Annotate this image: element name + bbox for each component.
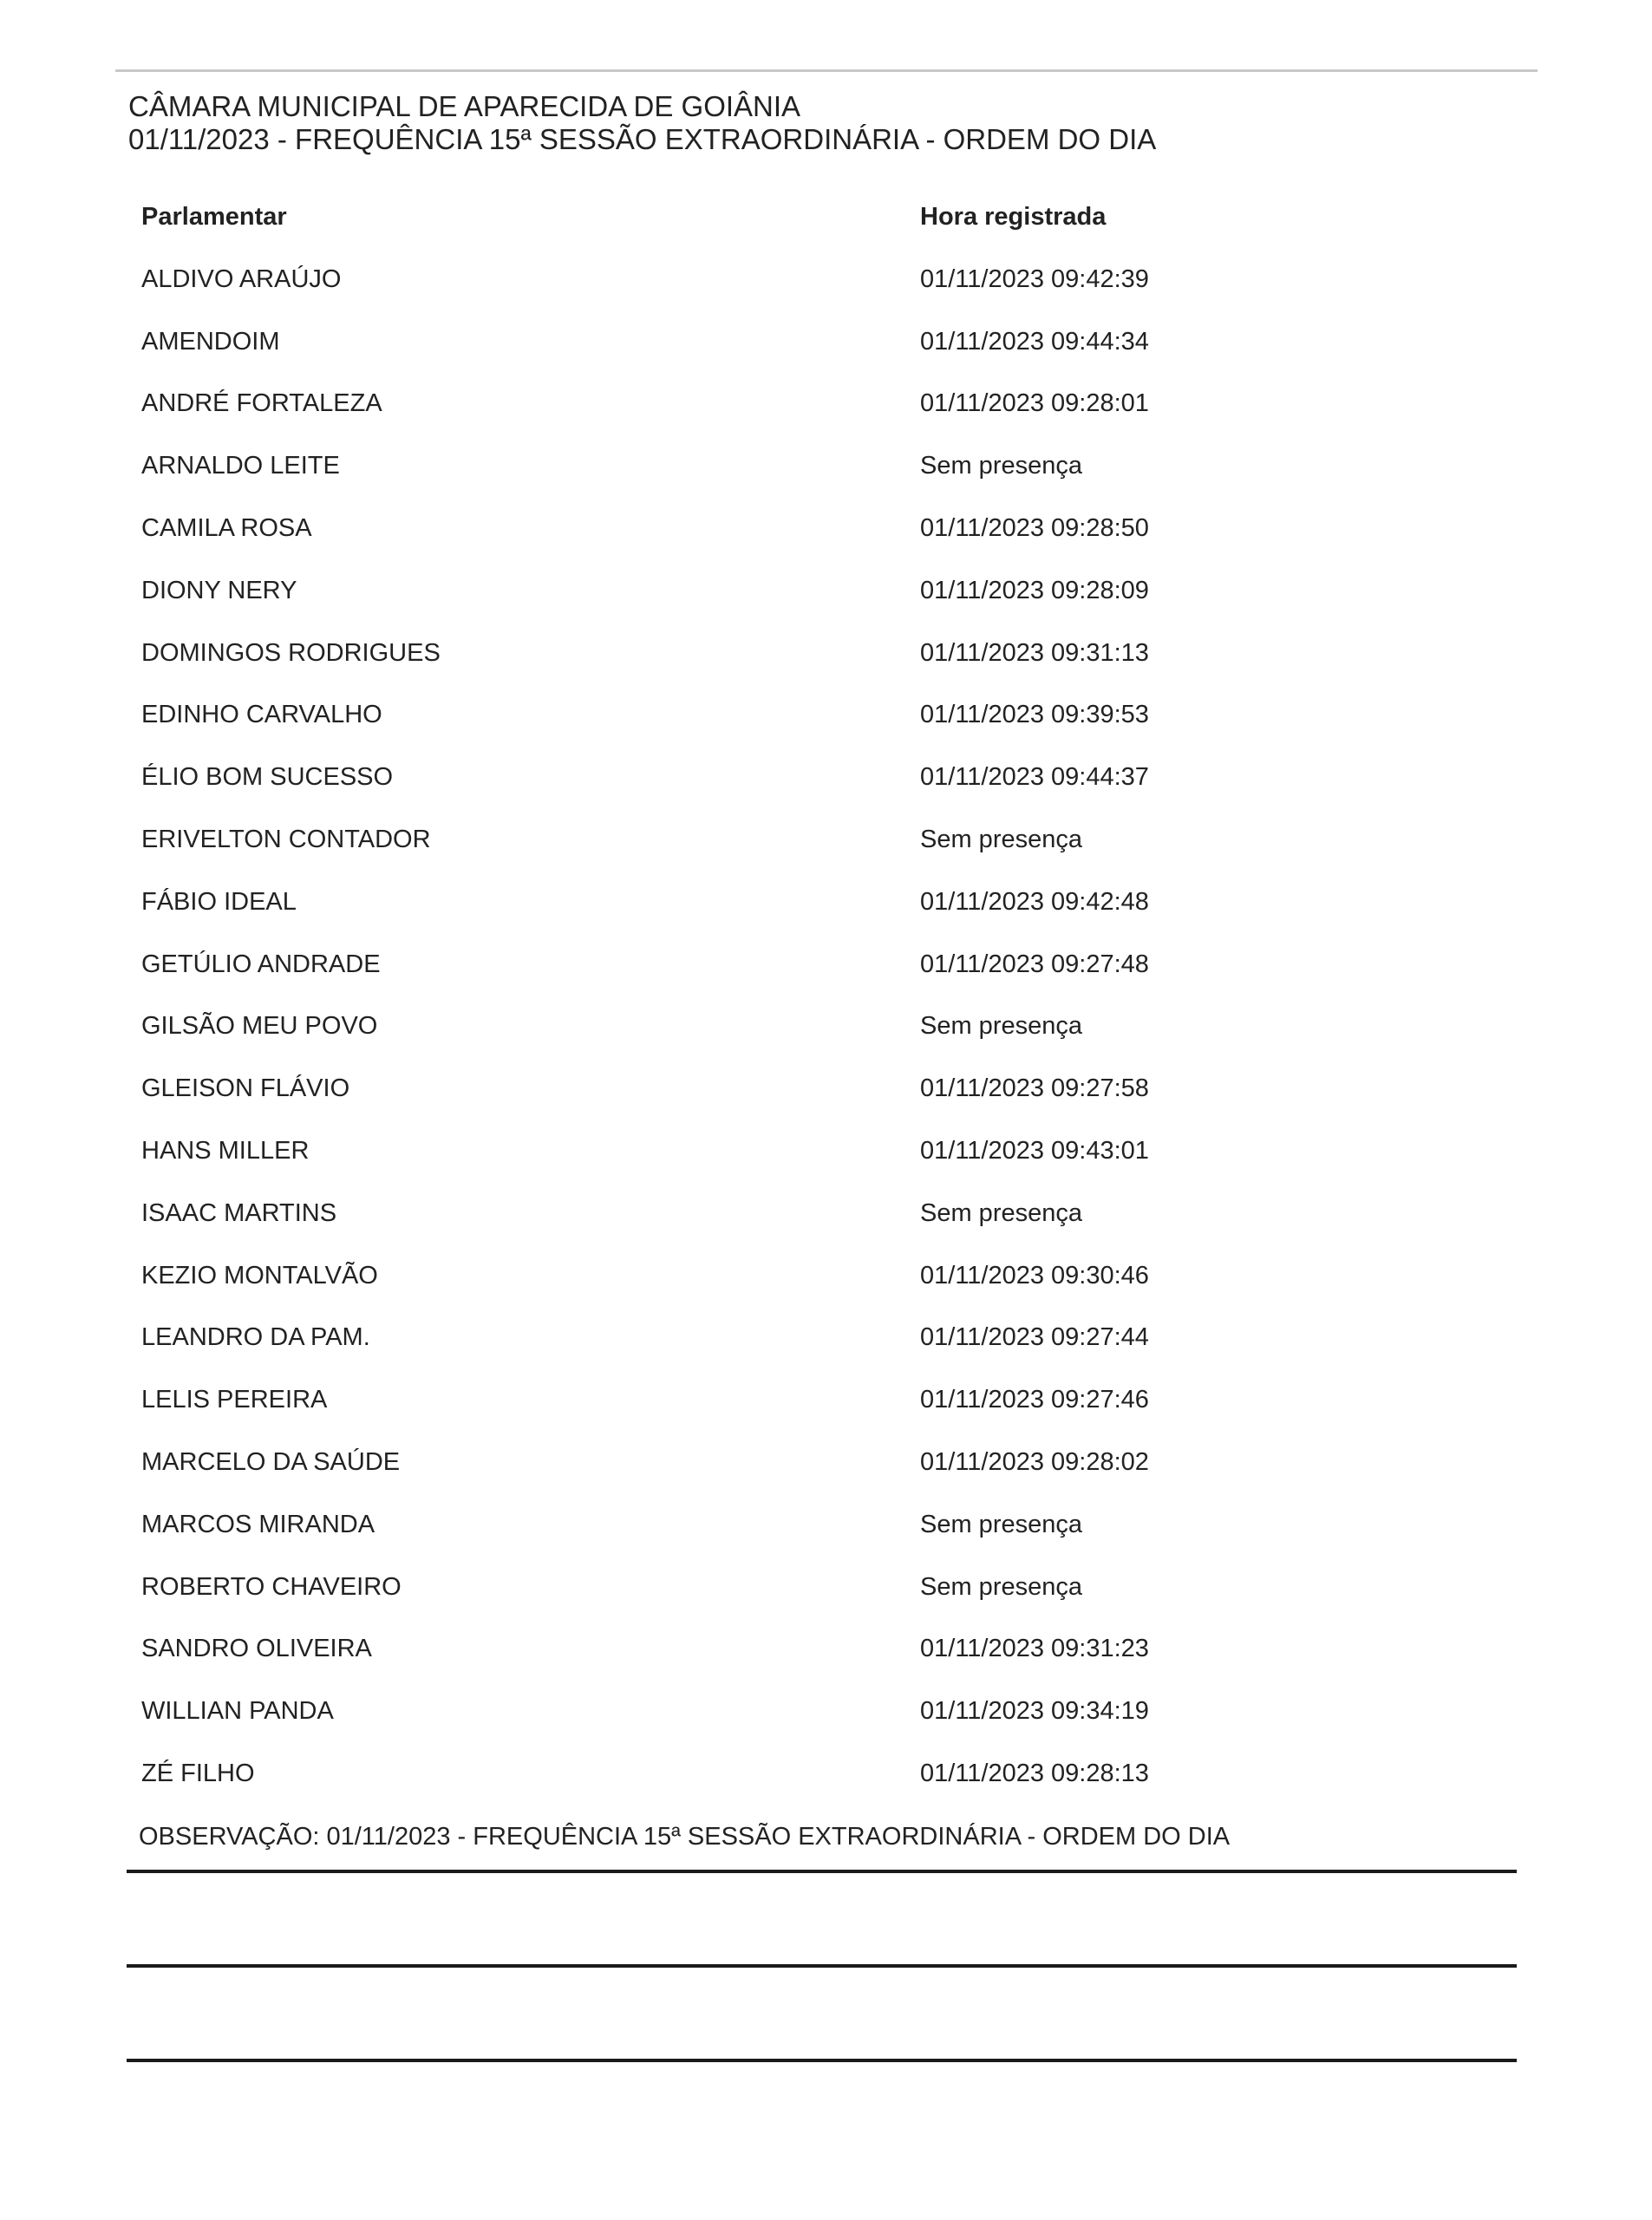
parlamentar-name: ARNALDO LEITE — [141, 452, 340, 480]
registered-time: 01/11/2023 09:27:44 — [920, 1323, 1149, 1352]
registered-time: Sem presença — [920, 825, 1082, 853]
parlamentar-name: AMENDOIM — [141, 327, 280, 356]
registered-time: 01/11/2023 09:27:58 — [920, 1074, 1149, 1103]
table-row — [141, 945, 1355, 1008]
table-row — [141, 1505, 1355, 1568]
registered-time: 01/11/2023 09:27:46 — [920, 1386, 1149, 1414]
parlamentar-name: ÉLIO BOM SUCESSO — [141, 763, 394, 792]
registered-time: 01/11/2023 09:43:01 — [920, 1136, 1149, 1165]
column-header-hora-registrada: Hora registrada — [920, 203, 1107, 231]
registered-time: Sem presença — [920, 1572, 1082, 1601]
table-row — [141, 1007, 1355, 1069]
registered-time: 01/11/2023 09:30:46 — [920, 1261, 1149, 1290]
top-divider — [115, 69, 1538, 72]
registered-time: 01/11/2023 09:27:48 — [920, 950, 1149, 978]
parlamentar-name: GILSÃO MEU POVO — [141, 1012, 378, 1041]
table-row — [141, 1132, 1355, 1194]
parlamentar-name: WILLIAN PANDA — [141, 1697, 334, 1726]
table-row — [141, 260, 1355, 323]
table-row — [141, 447, 1355, 509]
signature-line-3 — [127, 2059, 1517, 2062]
table-row — [141, 1568, 1355, 1630]
table-row — [141, 1257, 1355, 1319]
column-header-parlamentar: Parlamentar — [141, 203, 287, 231]
table-body — [141, 260, 1355, 1817]
signature-line-2 — [127, 1964, 1517, 1968]
registered-time: 01/11/2023 09:34:19 — [920, 1697, 1149, 1726]
registered-time: 01/11/2023 09:44:34 — [920, 327, 1149, 356]
parlamentar-name: FÁBIO IDEAL — [141, 887, 297, 916]
parlamentar-name: HANS MILLER — [141, 1136, 310, 1165]
registered-time: 01/11/2023 09:28:50 — [920, 513, 1149, 542]
table-row — [141, 1754, 1355, 1817]
registered-time: 01/11/2023 09:28:09 — [920, 576, 1149, 604]
table-row — [141, 1381, 1355, 1443]
registered-time: Sem presença — [920, 1012, 1082, 1041]
table-row — [141, 1069, 1355, 1132]
attendance-table — [141, 198, 1355, 1817]
registered-time: 01/11/2023 09:44:37 — [920, 763, 1149, 792]
table-row — [141, 1629, 1355, 1692]
table-row — [141, 883, 1355, 945]
table-row — [141, 1692, 1355, 1754]
table-row — [141, 571, 1355, 634]
registered-time: Sem presença — [920, 1198, 1082, 1227]
parlamentar-name: MARCOS MIRANDA — [141, 1510, 375, 1538]
parlamentar-name: ISAAC MARTINS — [141, 1198, 337, 1227]
table-row — [141, 1318, 1355, 1381]
parlamentar-name: DIONY NERY — [141, 576, 297, 604]
parlamentar-name: ZÉ FILHO — [141, 1759, 255, 1787]
table-row — [141, 820, 1355, 883]
registered-time: Sem presença — [920, 1510, 1082, 1538]
parlamentar-name: LEANDRO DA PAM. — [141, 1323, 370, 1352]
parlamentar-name: CAMILA ROSA — [141, 513, 312, 542]
table-row — [141, 509, 1355, 571]
parlamentar-name: ALDIVO ARAÚJO — [141, 264, 342, 293]
parlamentar-name: ROBERTO CHAVEIRO — [141, 1572, 402, 1601]
institution-title: CÂMARA MUNICIPAL DE APARECIDA DE GOIÂNIA — [128, 90, 801, 122]
parlamentar-name: ANDRÉ FORTALEZA — [141, 389, 382, 418]
parlamentar-name: KEZIO MONTALVÃO — [141, 1261, 378, 1290]
parlamentar-name: EDINHO CARVALHO — [141, 701, 382, 729]
parlamentar-name: ERIVELTON CONTADOR — [141, 825, 431, 853]
observation-note: OBSERVAÇÃO: 01/11/2023 - FREQUÊNCIA 15ª SESSÃO EXTRAORDINÁRIA - ORDEM DO DIA — [139, 1823, 1231, 1851]
registered-time: 01/11/2023 09:28:02 — [920, 1447, 1149, 1476]
registered-time: 01/11/2023 09:31:23 — [920, 1635, 1149, 1663]
parlamentar-name: SANDRO OLIVEIRA — [141, 1635, 372, 1663]
registered-time: 01/11/2023 09:31:13 — [920, 638, 1149, 667]
parlamentar-name: LELIS PEREIRA — [141, 1386, 328, 1414]
parlamentar-name: MARCELO DA SAÚDE — [141, 1447, 401, 1476]
parlamentar-name: GETÚLIO ANDRADE — [141, 950, 381, 978]
registered-time: 01/11/2023 09:39:53 — [920, 701, 1149, 729]
registered-time: 01/11/2023 09:28:13 — [920, 1759, 1149, 1787]
table-row — [141, 1194, 1355, 1257]
table-row — [141, 323, 1355, 385]
registered-time: 01/11/2023 09:28:01 — [920, 389, 1149, 418]
document-header — [128, 90, 1156, 156]
parlamentar-name: DOMINGOS RODRIGUES — [141, 638, 441, 667]
registered-time: 01/11/2023 09:42:39 — [920, 264, 1149, 293]
table-row — [141, 758, 1355, 820]
parlamentar-name: GLEISON FLÁVIO — [141, 1074, 350, 1103]
session-title: 01/11/2023 - FREQUÊNCIA 15ª SESSÃO EXTRAORDINÁRIA - ORDEM DO DIA — [128, 123, 1157, 155]
table-row — [141, 695, 1355, 758]
registered-time: Sem presença — [920, 452, 1082, 480]
registered-time: 01/11/2023 09:42:48 — [920, 887, 1149, 916]
signature-line-1 — [127, 1870, 1517, 1873]
table-row — [141, 384, 1355, 447]
table-row — [141, 1443, 1355, 1505]
table-row — [141, 634, 1355, 696]
table-header-row — [141, 198, 1355, 260]
